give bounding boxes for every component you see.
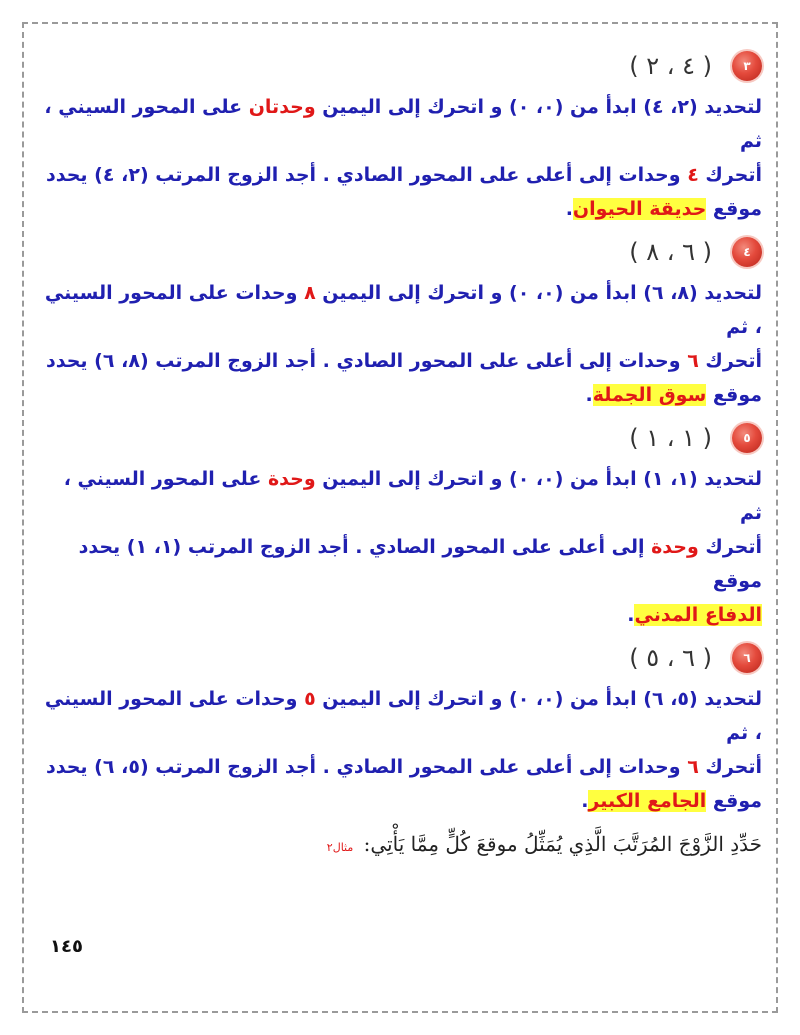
explanation-line: أتحرك ٦ وحدات إلى أعلى على المحور الصادي . أجد الزوج المرتب (٥، ٦) يحدد [46, 756, 762, 778]
highlight-red-text: ٥ [304, 688, 316, 710]
ordered-pair: ( ١ ، ١ ) [629, 424, 712, 452]
explanation-line: الدفاع المدني. [627, 604, 762, 626]
example-text: حَدِّدِ الزَّوْجَ المُرَتَّبَ الَّذِي يُمَثِّلُ موقعَ كُلٍّ مِمَّا يَأْتِي: [363, 832, 762, 856]
explanation-line: موقع الجامع الكبير. [581, 790, 762, 812]
explanation-paragraph [38, 462, 762, 632]
location-highlight: حديقة الحيوان [572, 198, 707, 220]
exercise-header [38, 636, 762, 680]
ordered-pair: ( ٤ ، ٢ ) [629, 52, 712, 80]
explanation-line: لتحديد (١، ١) ابدأ من (٠، ٠) و اتحرك إلى اليمين وحدة على المحور السيني ، ثم [63, 468, 762, 524]
explanation-line: لتحديد (٥، ٦) ابدأ من (٠، ٠) و اتحرك إلى اليمين ٥ وحدات على المحور السيني ، ثم [44, 688, 762, 744]
page-number: ١٤٥ [50, 936, 83, 957]
highlight-red-text: وحدتان [248, 96, 316, 118]
exercise-header [38, 44, 762, 88]
explanation-line: أتحرك ٤ وحدات إلى أعلى على المحور الصادي . أجد الزوج المرتب (٢، ٤) يحدد [46, 164, 762, 186]
exercise-number-badge: ٦ [732, 643, 762, 673]
explanation-paragraph [38, 276, 762, 412]
location-highlight: سوق الجملة [592, 384, 707, 406]
explanation-line: لتحديد (٨، ٦) ابدأ من (٠، ٠) و اتحرك إلى اليمين ٨ وحدات على المحور السيني ، ثم [44, 282, 762, 338]
explanation-line: أتحرك ٦ وحدات إلى أعلى على المحور الصادي . أجد الزوج المرتب (٨، ٦) يحدد [46, 350, 762, 372]
location-highlight: الدفاع المدني [634, 604, 762, 626]
explanation-line: لتحديد (٢، ٤) ابدأ من (٠، ٠) و اتحرك إلى اليمين وحدتان على المحور السيني ، ثم [44, 96, 762, 152]
exercise-number-badge: ٣ [732, 51, 762, 81]
explanation-paragraph [38, 682, 762, 818]
ordered-pair: ( ٦ ، ٨ ) [629, 238, 712, 266]
exercise-header [38, 416, 762, 460]
highlight-red-text: ٦ [687, 350, 699, 372]
ordered-pair: ( ٦ ، ٥ ) [629, 644, 712, 672]
example-tag: مثال٢ [326, 841, 354, 854]
exercise-number-badge: ٥ [732, 423, 762, 453]
highlight-red-text: وحدة [267, 468, 316, 490]
explanation-line: موقع حديقة الحيوان. [565, 198, 762, 220]
highlight-red-text: وحدة [651, 536, 699, 558]
explanation-line: موقع سوق الجملة. [585, 384, 762, 406]
location-highlight: الجامع الكبير [588, 790, 707, 812]
explanation-paragraph [38, 90, 762, 226]
exercise-number-badge: ٤ [732, 237, 762, 267]
exercise-header [38, 230, 762, 274]
example-heading [38, 826, 762, 866]
highlight-red-text: ٤ [687, 164, 699, 186]
highlight-red-text: ٨ [304, 282, 316, 304]
explanation-line: أتحرك وحدة إلى أعلى على المحور الصادي . أجد الزوج المرتب (١، ١) يحدد موقع [78, 536, 762, 592]
highlight-red-text: ٦ [687, 756, 699, 778]
page-content [38, 40, 762, 866]
